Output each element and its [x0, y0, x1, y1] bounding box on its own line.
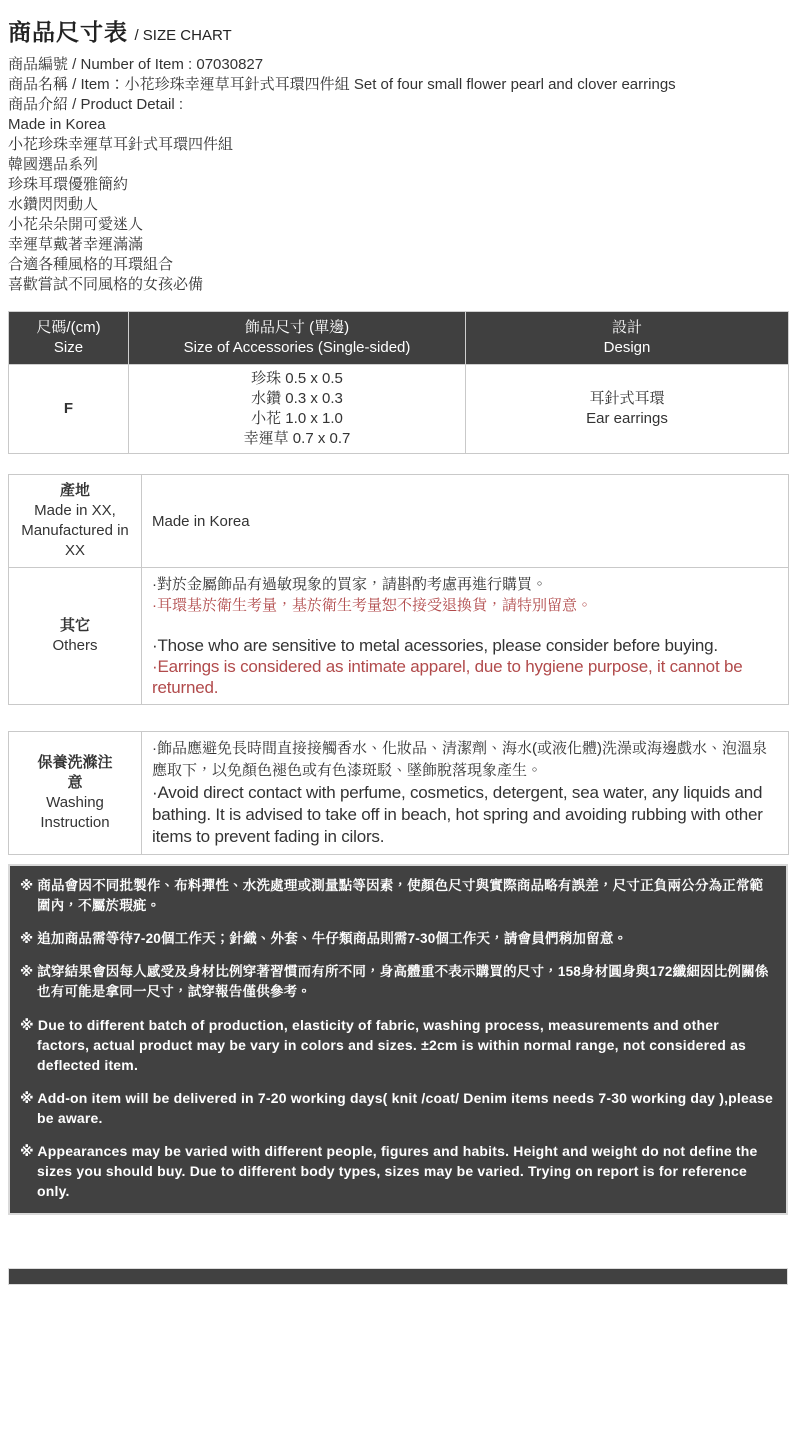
washing-label-zh: 保養洗滌注意: [37, 754, 113, 791]
product-detail-line: 小花珍珠幸運草耳針式耳環四件組: [8, 136, 234, 153]
column-header-accessories: [129, 312, 466, 365]
size-chart-data-row: [9, 365, 789, 454]
page-title: [8, 14, 788, 47]
product-detail-line: 喜歡嘗試不同風格的女孩必備: [8, 276, 204, 293]
washing-row: [9, 732, 789, 855]
washing-note-zh: ·飾品應避免長時間直接接觸香水、化妝品、清潔劑、海水(或液化體)洗澡或海邊戲水、泡溫泉應取下，以免顏色褪色或有色漆斑駁、墜飾脫落現象產生。: [152, 740, 767, 779]
column-header-size: [9, 312, 129, 365]
product-detail-line: Made in Korea: [8, 116, 106, 133]
note-item: ※ 商品會因不同批製作、布料彈性、水洗處理或測量點等因素，使顏色尺寸與實際商品略有誤差，尺寸正負兩公分為正常範 圍內，不屬於瑕疵。: [20, 878, 764, 913]
others-content: [142, 568, 789, 705]
column-header-size-en: Size: [53, 339, 84, 356]
washing-note-en: ·Avoid direct contact with perfume, cosmetics, detergent, sea water, any liquids and bathing. It is advised to take off in beach, hot spring and avoiding rubbing with other items to prevent fading in cilors.: [152, 783, 763, 846]
others-note-en-warning: ·Earrings is considered as intimate apparel, due to hygiene purpose, it cannot be returned.: [152, 657, 743, 697]
footer-bar: [8, 1268, 788, 1285]
design-value: [466, 365, 789, 454]
washing-instruction-table: [8, 731, 789, 855]
note-item: ※ 試穿結果會因每人感受及身材比例穿著習慣而有所不同，身高體重不表示購買的尺寸，158身材圓身與172纖細因比例關係也有可能是拿同一尺寸，試穿報告僅供參考。: [20, 964, 769, 999]
origin-label-en: Made in XX, Manufactured in XX: [21, 502, 129, 559]
column-header-accessories-zh: 飾品尺寸 (單邊): [244, 319, 350, 336]
item-number: 商品編號 / Number of Item : 07030827: [8, 56, 264, 73]
size-chart-table: [8, 311, 789, 454]
notes-box: [8, 864, 788, 1215]
product-detail-line: 珍珠耳環優雅簡約: [8, 176, 129, 193]
accessory-sizes: [129, 365, 466, 454]
others-note-zh: ·對於金屬飾品有過敏現象的買家，請斟酌考慮再進行購買。: [152, 576, 547, 593]
product-detail-lines: [8, 115, 788, 295]
others-row: [9, 568, 789, 705]
washing-label-en: Washing Instruction: [40, 794, 110, 831]
note-item: ※ Appearances may be varied with different people, figures and habits. Height and weight do not define the sizes you should buy. Due to different body types, sizes may be varied. Trying on report is for reference only.: [20, 1143, 758, 1199]
item-name: 商品名稱 / Item：小花珍珠幸運草耳針式耳環四件組 Set of four small flower pearl and clover earrings: [8, 76, 676, 93]
column-header-design-zh: 設計: [611, 319, 642, 336]
page-title-en: / SIZE CHART: [134, 27, 232, 44]
others-label-zh: 其它: [59, 617, 90, 634]
column-header-size-zh: 尺碼/(cm): [36, 319, 101, 336]
product-meta: [8, 55, 788, 115]
column-header-design-en: Design: [603, 339, 651, 356]
product-detail-line: 小花朵朵開可愛迷人: [8, 216, 144, 233]
origin-label-zh: 產地: [59, 482, 90, 499]
others-label-en: Others: [52, 637, 98, 654]
note-item: ※ Add-on item will be delivered in 7-20 working days( knit /coat/ Denim items needs 7-30 working day ),please be aware.: [20, 1090, 773, 1126]
product-detail-line: 韓國選品系列: [8, 156, 99, 173]
product-detail-line: 幸運草戴著幸運滿滿: [8, 236, 144, 253]
accessory-size-line: 幸運草 0.7 x 0.7: [243, 430, 351, 447]
product-detail-line: 水鑽閃閃動人: [8, 196, 99, 213]
origin-label: [9, 475, 142, 568]
accessory-size-line: 珍珠 0.5 x 0.5: [251, 370, 343, 387]
note-item: ※ Due to different batch of production, elasticity of fabric, washing process, measurements and other factors, actual product may be vary in colors and sizes. ±2cm is within normal range, not considered as deflected item.: [20, 1017, 747, 1073]
page-title-zh: 商品尺寸表: [8, 19, 128, 45]
origin-value: Made in Korea: [142, 475, 789, 568]
size-chart-header-row: [9, 312, 789, 365]
note-item: ※ 追加商品需等待7-20個工作天；針織、外套、牛仔類商品則需7-30個工作天，請會員們稍加留意。: [20, 931, 628, 946]
others-note-en: ·Those who are sensitive to metal acessories, please consider before buying.: [152, 636, 718, 655]
column-header-accessories-en: Size of Accessories (Single-sided): [183, 339, 411, 356]
product-detail-line: 合適各種風格的耳環組合: [8, 256, 174, 273]
product-detail-label: 商品介紹 / Product Detail :: [8, 96, 184, 113]
design-value-en: Ear earrings: [586, 410, 668, 427]
design-value-zh: 耳針式耳環: [589, 390, 665, 407]
others-label: [9, 568, 142, 705]
accessory-size-line: 小花 1.0 x 1.0: [251, 410, 343, 427]
size-value: F: [9, 365, 129, 454]
others-note-zh-warning: ·耳環基於衛生考量，基於衛生考量恕不接受退換貨，請特別留意。: [152, 597, 592, 614]
washing-label: [9, 732, 142, 855]
column-header-design: [466, 312, 789, 365]
origin-row: [9, 475, 789, 568]
accessory-size-line: 水鑽 0.3 x 0.3: [251, 390, 343, 407]
origin-others-table: [8, 474, 789, 705]
washing-content: [142, 732, 789, 855]
